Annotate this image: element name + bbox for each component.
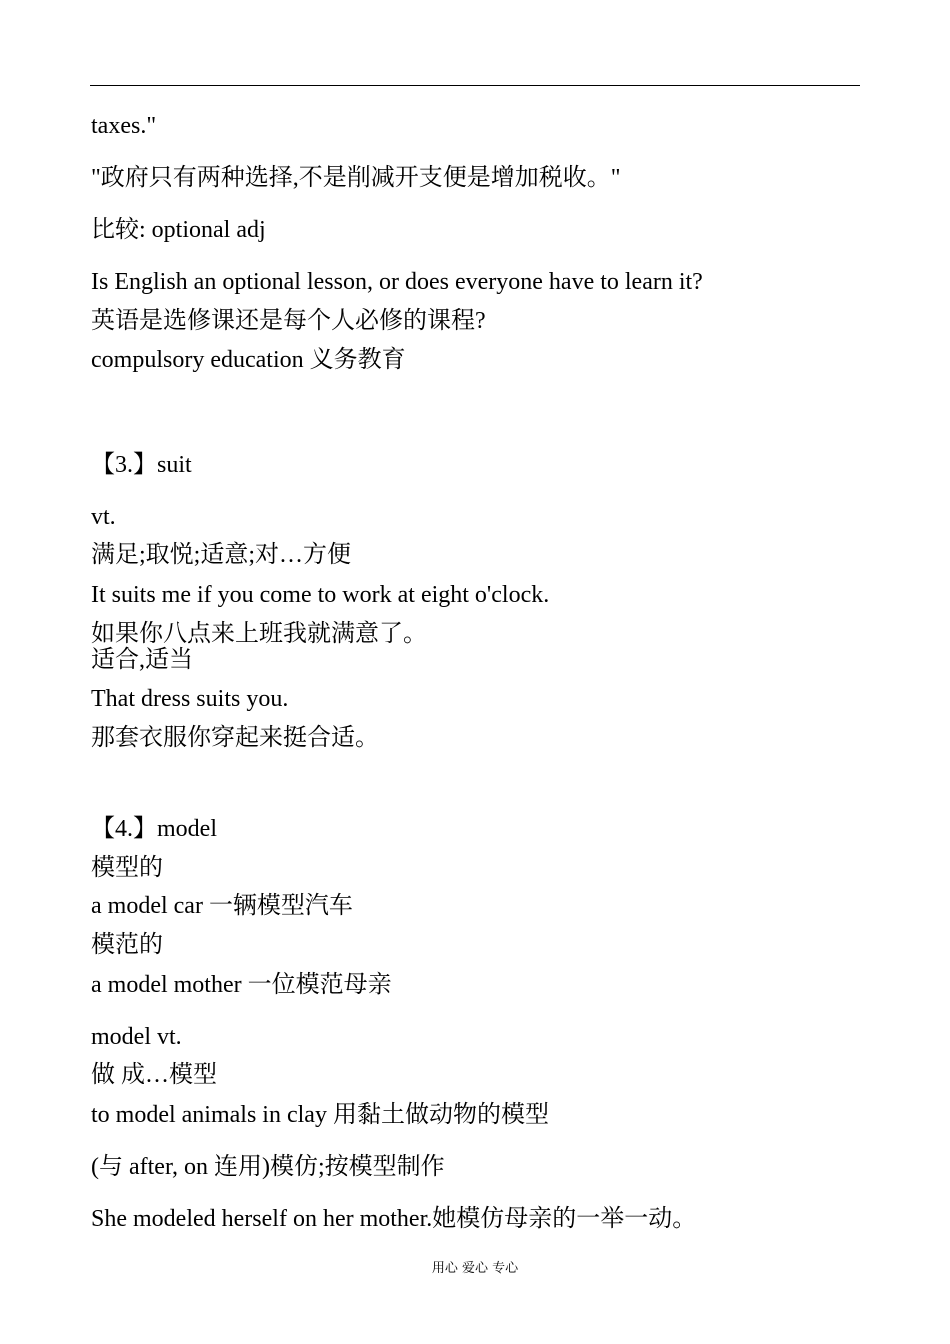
text-line-translation-optional: 英语是选修课还是每个人必修的课程? (91, 308, 486, 334)
section-heading-model: 【4.】model (91, 816, 217, 842)
text-line-suit-meaning-2: 适合,适当 (91, 647, 193, 673)
text-line-suit-pos: vt. (91, 504, 116, 530)
text-line-translation-taxes: "政府只有两种选择,不是削减开支便是增加税收。" (91, 165, 621, 191)
text-line-suit-meaning-1: 满足;取悦;适意;对…方便 (91, 542, 352, 568)
text-line-compulsory-education: compulsory education 义务教育 (91, 347, 406, 373)
text-line-model-example-2: a model mother 一位模范母亲 (91, 972, 392, 998)
text-line-model-verb-meaning-2: (与 after, on 连用)模仿;按模型制作 (91, 1154, 445, 1180)
text-line-model-verb-example-2: She modeled herself on her mother.她模仿母亲的一举一动。 (91, 1206, 697, 1232)
text-line-example-optional: Is English an optional lesson, or does everyone have to learn it? (91, 269, 703, 295)
text-line-suit-translation-1: 如果你八点来上班我就满意了。 (91, 621, 427, 647)
text-line-model-meaning-2: 模范的 (91, 932, 163, 958)
text-line-suit-translation-2: 那套衣服你穿起来挺合适。 (91, 725, 379, 751)
text-line-model-example-1: a model car 一辆模型汽车 (91, 893, 353, 919)
text-line-compare-optional: 比较: optional adj (91, 217, 266, 243)
text-line-taxes: taxes." (91, 113, 157, 139)
text-line-suit-example-1: It suits me if you come to work at eight o'clock. (91, 582, 550, 608)
header-rule (90, 85, 860, 86)
text-line-model-verb: model vt. (91, 1024, 182, 1050)
page-footer: 用心 爱心 专心 (431, 1261, 519, 1276)
text-line-model-verb-meaning-1: 做 成…模型 (91, 1062, 217, 1088)
section-heading-suit: 【3.】suit (91, 452, 192, 478)
text-line-model-meaning-1: 模型的 (91, 855, 163, 881)
text-line-model-verb-example-1: to model animals in clay 用黏土做动物的模型 (91, 1102, 549, 1128)
text-line-suit-example-2: That dress suits you. (91, 686, 289, 712)
